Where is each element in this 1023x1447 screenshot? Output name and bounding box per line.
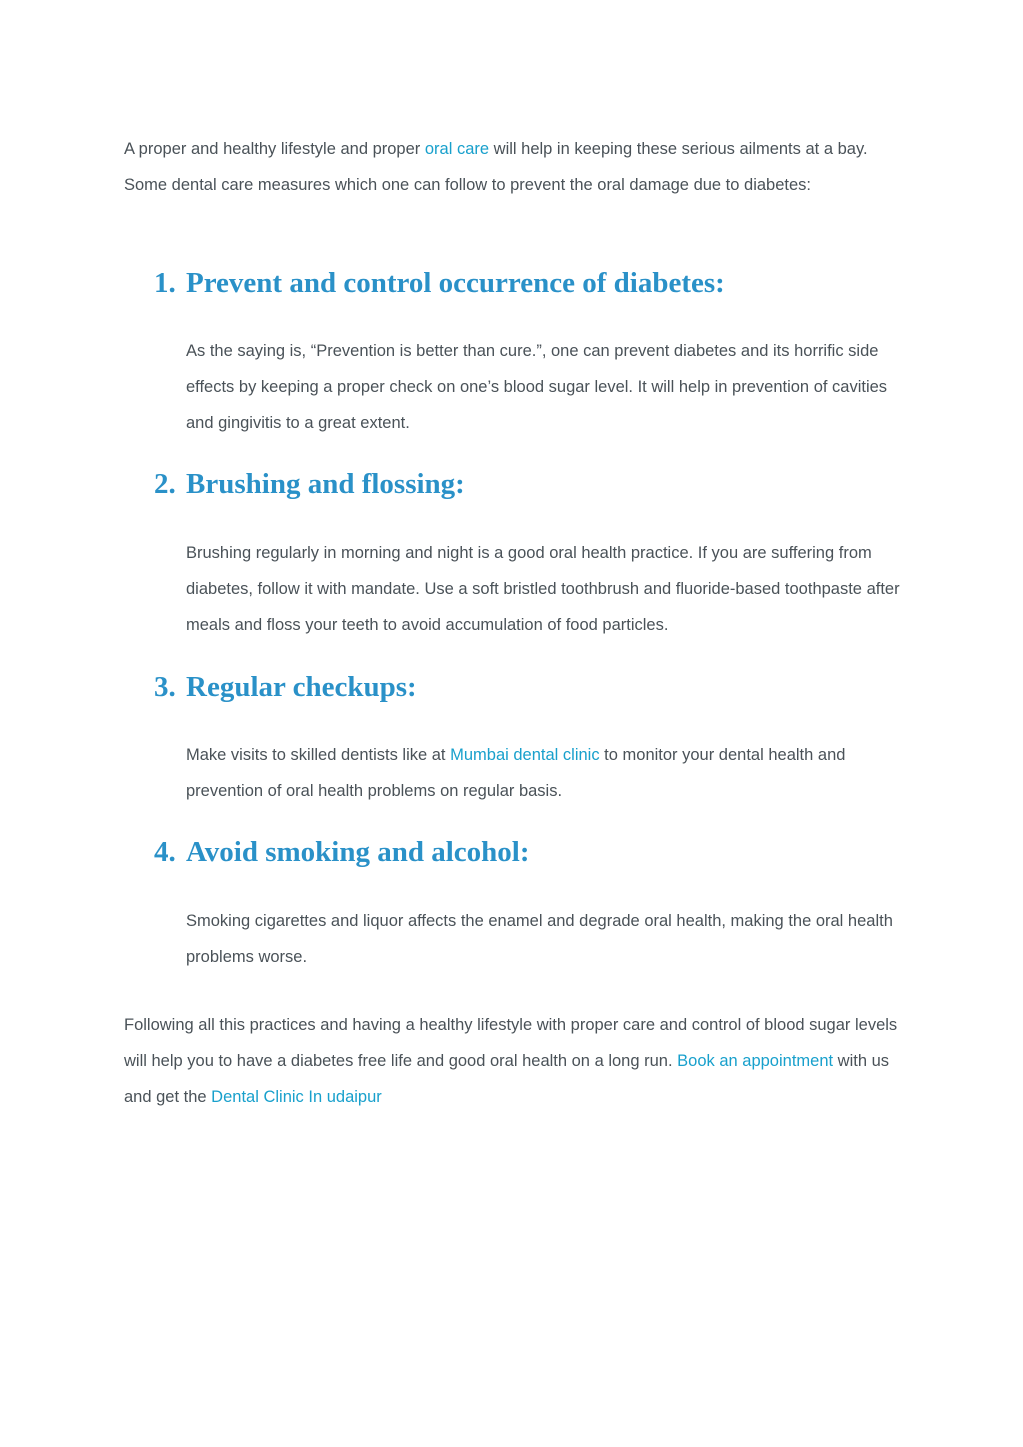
section-1-body: As the saying is, “Prevention is better than cure.”, one can prevent diabetes and its horrific side effects by keeping a proper check on one’s blood sugar level. It will help in prevention of cavities and gingivitis to a great extent. bbox=[186, 342, 888, 432]
section-4-body: Smoking cigarettes and liquor affects the enamel and degrade oral health, making the oral health problems worse. bbox=[186, 912, 893, 966]
outro-text-middle: with us and get the bbox=[124, 1052, 890, 1106]
section-4-number: 4. bbox=[154, 836, 176, 868]
outro-paragraph bbox=[124, 1007, 914, 1115]
section-2-number: 2. bbox=[154, 468, 176, 500]
intro-text-after-link: will help in keeping these serious ailments at a bay. Some dental care measures which one can follow to prevent the oral damage due to diabetes: bbox=[124, 140, 868, 194]
section-2-body: Brushing regularly in morning and night is a good oral health practice. If you are suffering from diabetes, follow it with mandate. Use a soft bristled toothbrush and fluoride-based toothpaste after meals and floss your teeth to avoid accumulation of food particles. bbox=[186, 544, 900, 634]
section-3-text-after-link: to monitor your dental health and prevention of oral health problems on regular basis. bbox=[186, 746, 846, 800]
oral-care-link[interactable]: oral care bbox=[424, 140, 490, 158]
section-2-title: Brushing and flossing: bbox=[186, 468, 465, 500]
section-4-title: Avoid smoking and alcohol: bbox=[186, 836, 530, 868]
section-3-title: Regular checkups: bbox=[186, 671, 417, 703]
book-appointment-link[interactable]: Book an appointment bbox=[677, 1052, 834, 1070]
dental-clinic-udaipur-link[interactable]: Dental Clinic In udaipur bbox=[211, 1088, 382, 1106]
section-3-heading bbox=[154, 669, 417, 705]
section-3-text-before-link: Make visits to skilled dentists like at bbox=[186, 746, 451, 764]
section-1-number: 1. bbox=[154, 267, 176, 299]
outro-text-before-link: Following all this practices and having a healthy lifestyle with proper care and control of blood sugar levels will help you to have a diabetes free life and good oral health on a long run. bbox=[124, 1016, 898, 1070]
section-1-heading bbox=[154, 265, 725, 301]
intro-paragraph bbox=[124, 131, 904, 203]
section-1-title: Prevent and control occurrence of diabetes: bbox=[186, 267, 725, 299]
intro-text-before-link: A proper and healthy lifestyle and proper bbox=[124, 140, 425, 158]
section-2-heading bbox=[154, 466, 465, 502]
mumbai-dental-clinic-link[interactable]: Mumbai dental clinic bbox=[450, 746, 600, 764]
section-3-number: 3. bbox=[154, 671, 176, 703]
section-4-heading bbox=[154, 834, 530, 870]
section-3-body bbox=[186, 737, 901, 809]
